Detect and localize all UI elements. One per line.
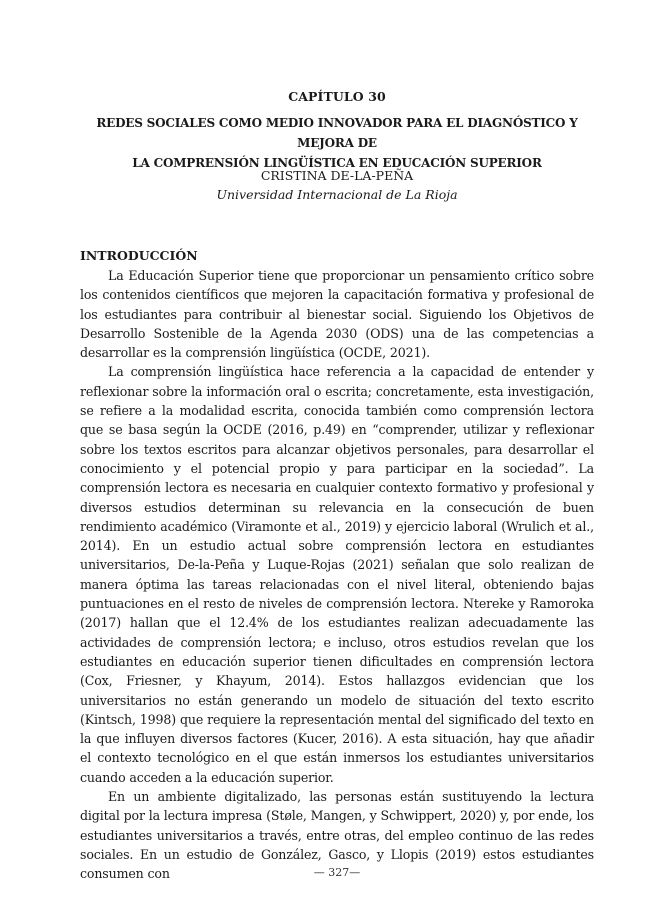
chapter-title-line-2: LA COMPRENSIÓN LINGÜÍSTICA EN EDUCACIÓN SUPERIOR bbox=[132, 156, 542, 170]
chapter-title-line-1: REDES SOCIALES COMO MEDIO INNOVADOR PARA EL DIAGNÓSTICO Y MEJORA DE bbox=[96, 116, 578, 150]
author-affiliation: Universidad Internacional de La Rioja bbox=[216, 187, 458, 202]
paragraph: La Educación Superior tiene que proporcionar un pensamiento crítico sobre los contenidos científicos que mejoren la capacitación formativa y profesional de los estudiantes para contribuir al bienestar social. Siguiendo los Objetivos de Desarrollo Sostenible de la Agenda 2030 (ODS) una de las competencias a desarrollar es la comprensión lingüística (OCDE, 2021). bbox=[80, 268, 594, 361]
paragraph: La comprensión lingüística hace referencia a la capacidad de entender y reflexionar sobre la información oral o escrita; concretamente, esta investigación, se refiere a la modalidad escrita, conocida también como comprensión lectora que se basa según la OCDE (2016, p.49) en “comprender, utilizar y reflexionar sobre los textos escritos para alcanzar objetivos personales, para desarrollar el conocimiento y el potencial propio y para participar en la sociedad”. La comprensión lectora es necesaria en cualquier contexto formativo y profesional y diversos estudios determinan su relevancia en la consecución de buen rendimiento académico (Viramonte et al., 2019) y ejercicio laboral (Wrulich et al., 2014). En un estudio actual sobre comprensión lectora en estudiantes universitarios, De-la-Peña y Luque-Rojas (2021) señalan que solo realizan de manera óptima las tareas relacionadas con el nivel literal, obteniendo bajas puntuaciones en el resto de niveles de comprensión lectora. Ntereke y Ramoroka (2017) hallan que el 12.4% de los estudiantes realizan adecuadamente las actividades de comprensión lectora; e incluso, otros estudios revelan que los estudiantes en educación superior tienen dificultades en comprensión lectora (Cox, Friesner, y Khayum, 2014). Estos hallazgos evidencian que los universitarios no están generando un modelo de situación del texto escrito (Kintsch, 1998) que requiere la representación mental del significado del texto en la que influyen diversos factores (Kucer, 2016). A esta situación, hay que añadir el contexto tecnológico en el que están inmersos los estudiantes universitarios cuando acceden a la educación superior. bbox=[80, 364, 594, 785]
page-number: — 327— bbox=[313, 866, 361, 879]
section-heading: INTRODUCCIÓN bbox=[80, 248, 198, 263]
paragraph: En un ambiente digitalizado, las personas están sustituyendo la lectura digital por la lectura impresa (Støle, Mangen, y Schwippert, 2020) y, por ende, los estudiantes universitarios a través, entre otras, del empleo continuo de las redes sociales. En un estudio de González, Gasco, y Llopis (2019) estos estudiantes consumen con bbox=[80, 789, 594, 882]
body-text bbox=[80, 266, 594, 884]
author-name: CRISTINA DE-LA-PEÑA bbox=[260, 168, 414, 183]
chapter-number: CAPÍTULO 30 bbox=[288, 89, 386, 104]
document-page bbox=[80, 0, 594, 918]
chapter-title bbox=[80, 113, 594, 173]
